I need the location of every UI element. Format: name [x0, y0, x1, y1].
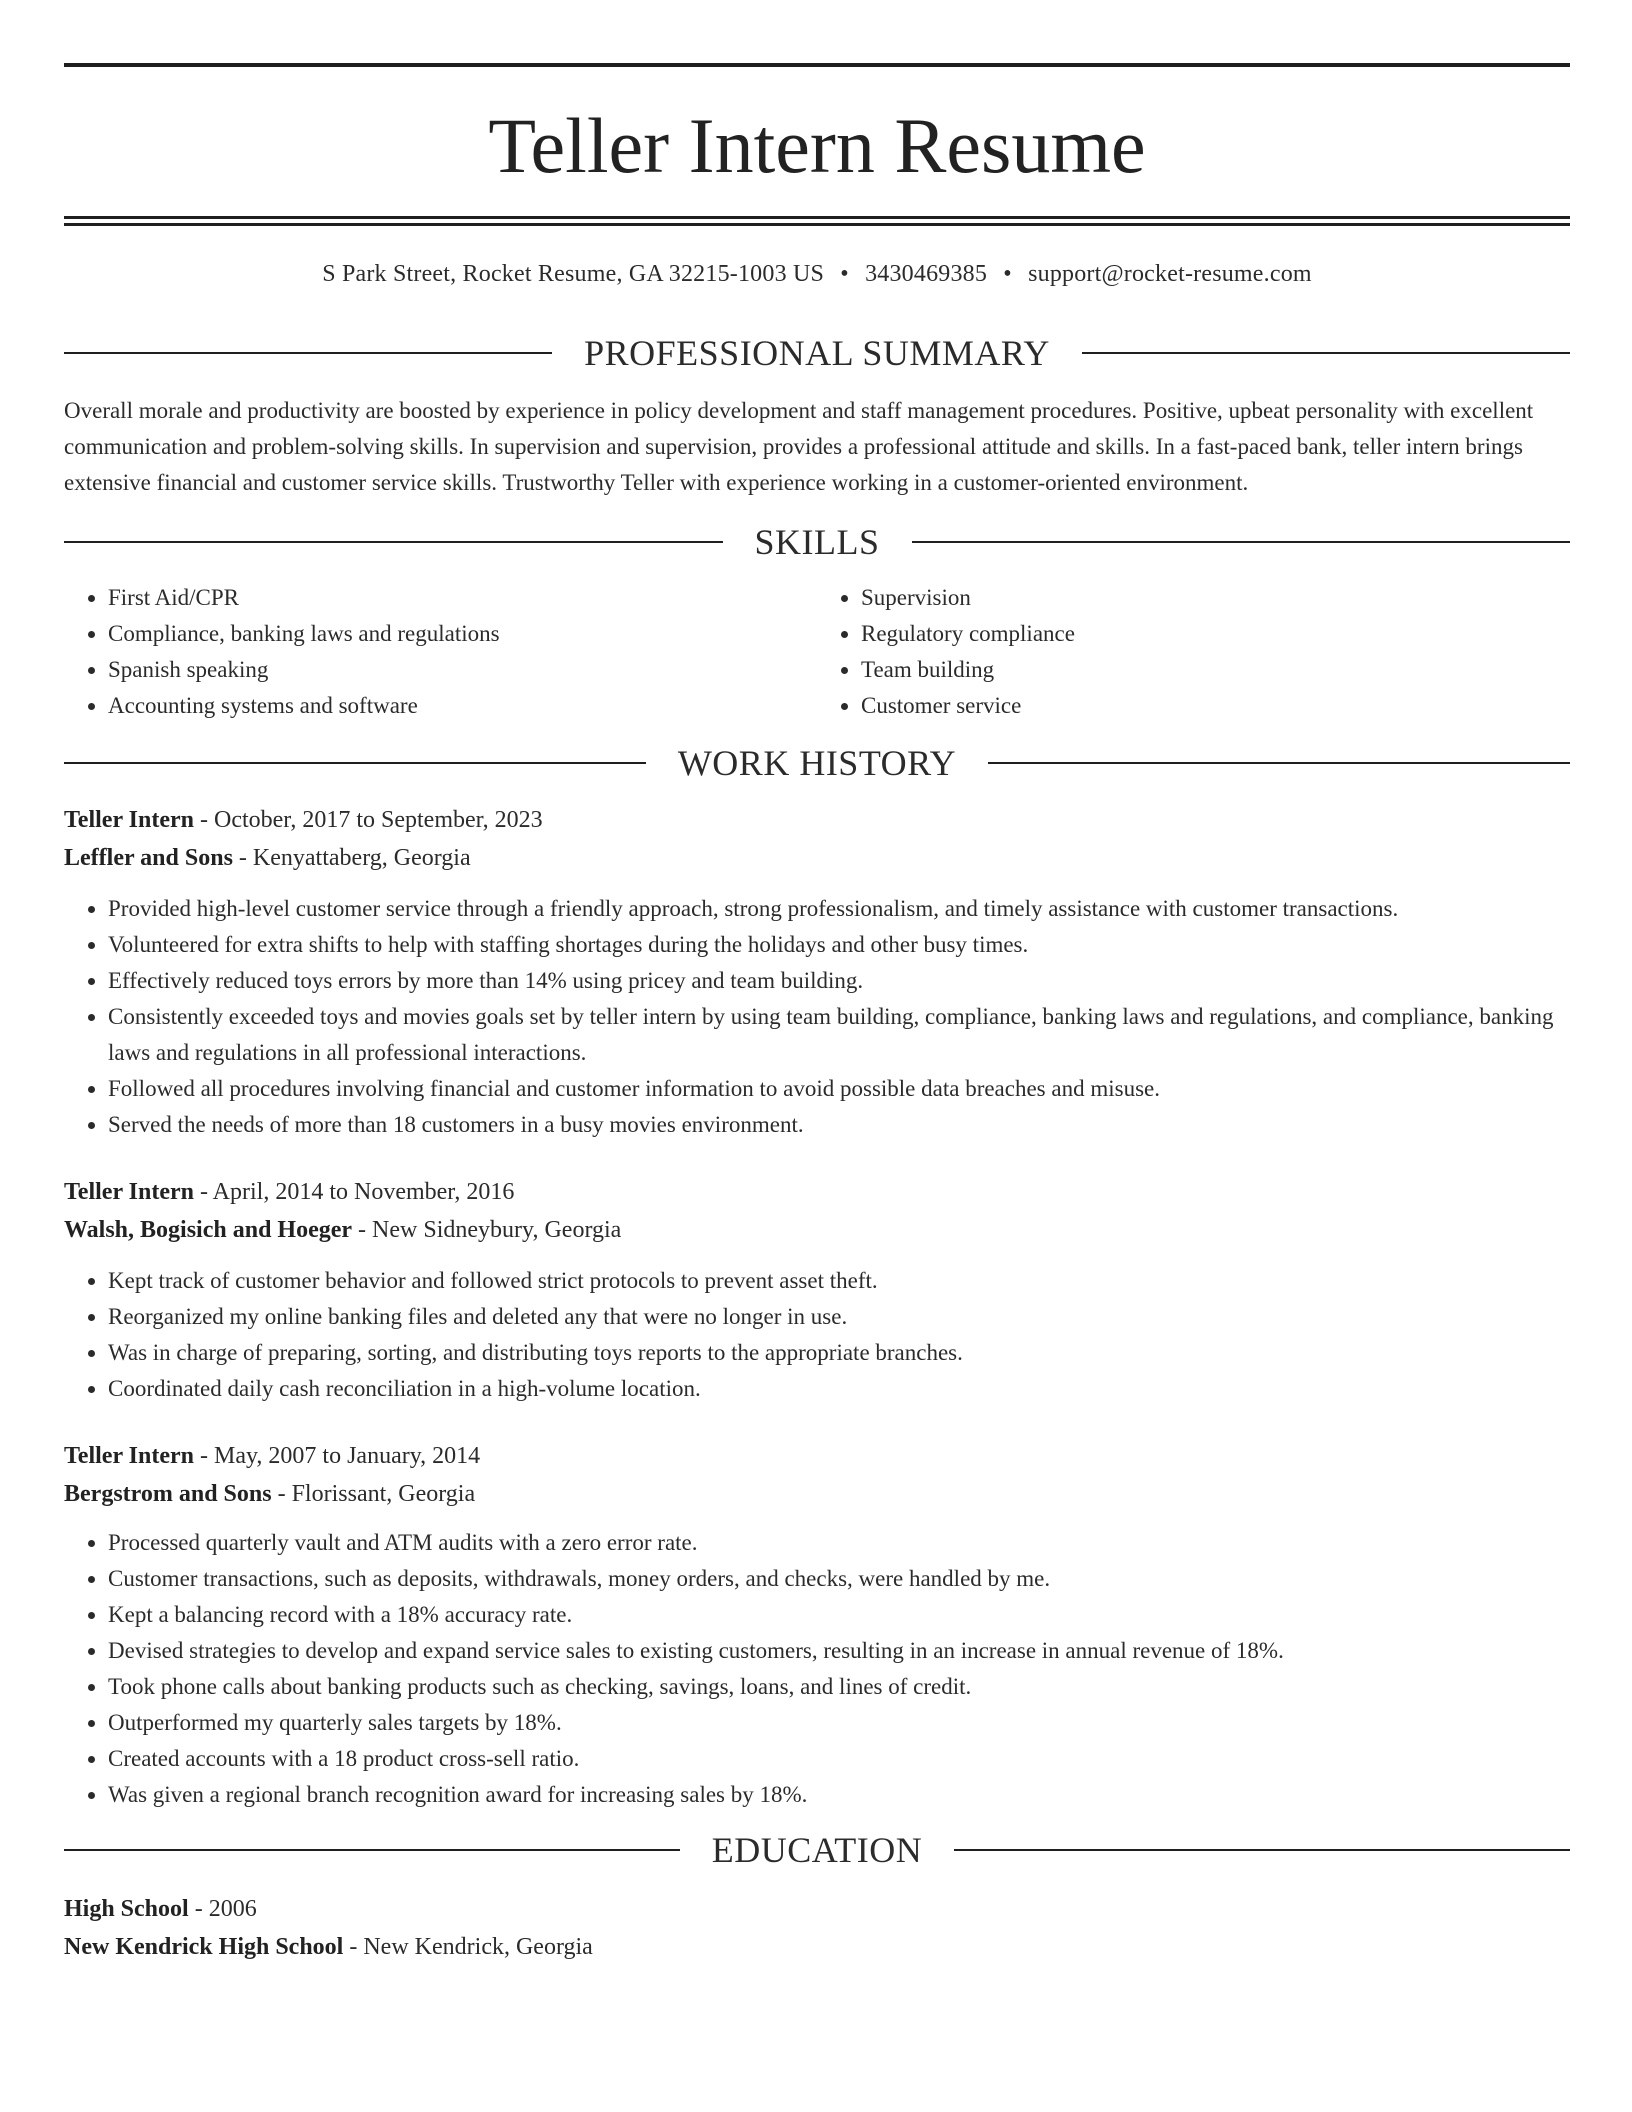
skill-item: • Compliance, banking laws and regulations [108, 616, 817, 652]
job-company: Leffler and Sons [64, 845, 233, 871]
contact-phone: 3430469385 [865, 261, 988, 287]
job-bullet: • Was in charge of preparing, sorting, and distributing toys reports to the appropriate branches. [108, 1335, 1570, 1371]
contact-email: support@rocket-resume.com [1028, 261, 1312, 287]
job-title: Teller Intern [64, 807, 194, 833]
job-dates: - April, 2014 to November, 2016 [194, 1179, 515, 1205]
job-title-line [64, 1173, 1570, 1211]
skill-item: • First Aid/CPR [108, 580, 817, 616]
job-bullet: • Effectively reduced toys errors by more than 14% using pricey and team building. [108, 963, 1570, 999]
heading-rule [64, 541, 723, 543]
education-degree: High School [64, 1896, 189, 1922]
skills-list [64, 580, 1570, 724]
skill-item: • Supervision [861, 580, 1570, 616]
summary-heading [64, 333, 1570, 373]
title-double-rule [64, 216, 1570, 226]
job-company: Bergstrom and Sons [64, 1481, 272, 1507]
job-bullet: • Coordinated daily cash reconciliation in a high-volume location. [108, 1371, 1570, 1407]
skill-item: • Spanish speaking [108, 652, 817, 688]
job-bullets [64, 891, 1570, 1143]
skills-column-right [817, 580, 1570, 724]
job-bullet: • Reorganized my online banking files and deleted any that were no longer in use. [108, 1299, 1570, 1335]
resume-page [64, 0, 1570, 1966]
work-heading [64, 743, 1570, 783]
heading-rule [912, 541, 1571, 543]
resume-title: Teller Intern Resume [488, 102, 1146, 189]
skill-item: • Customer service [861, 688, 1570, 724]
job-company: Walsh, Bogisich and Hoeger [64, 1217, 353, 1243]
job-location: - New Sidneybury, Georgia [352, 1217, 622, 1243]
contact-line [64, 259, 1570, 289]
work-heading-label: WORK HISTORY [677, 743, 957, 783]
job-title-line [64, 1437, 1570, 1475]
job-company-line [64, 839, 1570, 877]
job-bullet: • Customer transactions, such as deposits, withdrawals, money orders, and checks, were handled by me. [108, 1561, 1570, 1597]
job-location: - Kenyattaberg, Georgia [232, 845, 471, 871]
job-entry [64, 1173, 1570, 1407]
education-heading [64, 1830, 1570, 1870]
top-rule [64, 63, 1570, 67]
job-bullet: • Processed quarterly vault and ATM audits with a zero error rate. [108, 1525, 1570, 1561]
job-title: Teller Intern [64, 1179, 194, 1205]
job-bullet: • Provided high-level customer service through a friendly approach, strong professionalism, and timely assistance with customer transactions. [108, 891, 1570, 927]
job-bullet: • Consistently exceeded toys and movies goals set by teller intern by using team building, compliance, banking laws and regulations, and compliance, banking laws and regulations in all professional interactions. [108, 999, 1570, 1071]
heading-rule [64, 1849, 680, 1851]
job-bullet: • Kept a balancing record with a 18% accuracy rate. [108, 1597, 1570, 1633]
skills-heading-label: SKILLS [754, 522, 880, 562]
job-bullet: • Devised strategies to develop and expand service sales to existing customers, resulting in an increase in annual revenue of 18%. [108, 1633, 1570, 1669]
job-bullets [64, 1525, 1570, 1813]
education-heading-label: EDUCATION [711, 1830, 923, 1870]
job-bullet: • Served the needs of more than 18 customers in a busy movies environment. [108, 1107, 1570, 1143]
job-dates: - October, 2017 to September, 2023 [194, 807, 543, 833]
job-title-line [64, 801, 1570, 839]
job-dates: - May, 2007 to January, 2014 [194, 1443, 481, 1469]
heading-rule [64, 352, 552, 354]
skills-heading [64, 522, 1570, 562]
education-location: - New Kendrick, Georgia [343, 1934, 593, 1960]
job-bullet: • Created accounts with a 18 product cross-sell ratio. [108, 1741, 1570, 1777]
job-bullets [64, 1263, 1570, 1407]
job-bullet: • Took phone calls about banking products such as checking, savings, loans, and lines of credit. [108, 1669, 1570, 1705]
contact-address: S Park Street, Rocket Resume, GA 32215-1003 US [322, 261, 825, 287]
heading-rule [1082, 352, 1570, 354]
job-company-line [64, 1475, 1570, 1513]
job-location: - Florissant, Georgia [271, 1481, 476, 1507]
summary-heading-label: PROFESSIONAL SUMMARY [584, 333, 1050, 373]
heading-rule [954, 1849, 1570, 1851]
skill-item: • Team building [861, 652, 1570, 688]
education-degree-line [64, 1890, 1570, 1928]
skill-item: • Regulatory compliance [861, 616, 1570, 652]
job-entry [64, 1437, 1570, 1813]
job-bullet: • Outperformed my quarterly sales targets by 18%. [108, 1705, 1570, 1741]
summary-text: Overall morale and productivity are boosted by experience in policy development and staff management procedures. Positive, upbeat personality with excellent communication and problem-solving skills. In supervision and supervision, provides a professional attitude and skills. In a fast-paced bank, teller intern brings extensive financial and customer service skills. Trustworthy Teller with experience working in a customer-oriented environment. [64, 398, 1534, 495]
skill-item: • Accounting systems and software [108, 688, 817, 724]
job-company-line [64, 1211, 1570, 1249]
heading-rule [64, 762, 646, 764]
education-year: - 2006 [188, 1896, 257, 1922]
job-entry [64, 801, 1570, 1143]
job-bullet: • Volunteered for extra shifts to help with staffing shortages during the holidays and other busy times. [108, 927, 1570, 963]
education-school: New Kendrick High School [64, 1934, 344, 1960]
contact-separator: • [840, 261, 849, 287]
job-title: Teller Intern [64, 1443, 194, 1469]
education-school-line [64, 1928, 1570, 1966]
education-entry [64, 1890, 1570, 1966]
skills-column-left [64, 580, 817, 724]
contact-separator: • [1003, 261, 1012, 287]
heading-rule [988, 762, 1570, 764]
job-bullet: • Followed all procedures involving financial and customer information to avoid possible data breaches and misuse. [108, 1071, 1570, 1107]
job-bullet: • Kept track of customer behavior and followed strict protocols to prevent asset theft. [108, 1263, 1570, 1299]
job-bullet: • Was given a regional branch recognition award for increasing sales by 18%. [108, 1777, 1570, 1813]
